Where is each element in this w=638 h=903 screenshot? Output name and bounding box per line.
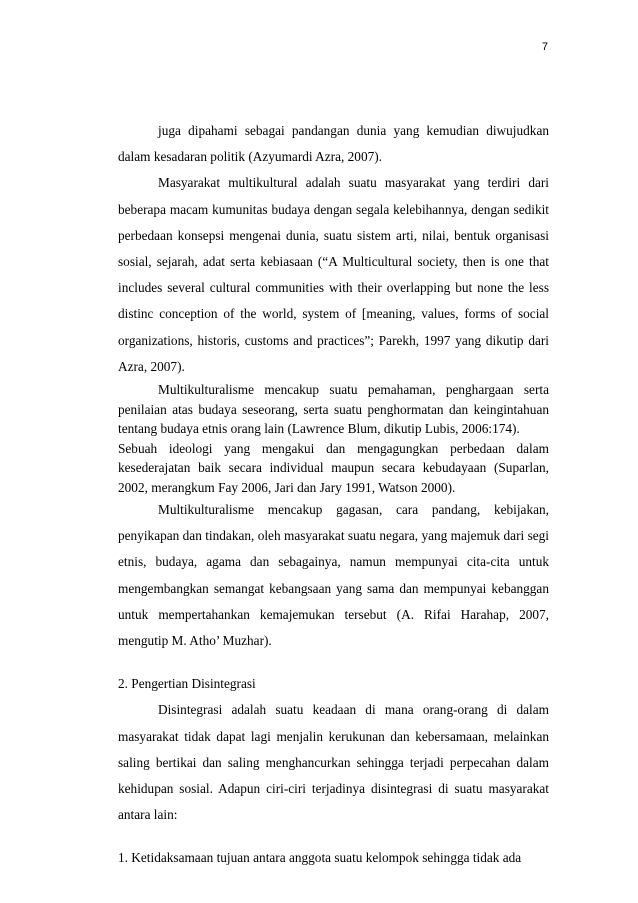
page-number: 7: [541, 41, 548, 53]
paragraph-continuation: juga dipahami sebagai pandangan dunia yang kemudian diwujudkan dalam kesadaran politik (Azyumardi Azra, 2007).: [118, 123, 549, 165]
paragraph-disintegration-definition: Disintegrasi adalah suatu keadaan di mana orang-orang di dalam masyarakat tidak dapat lagi menjalin kerukunan dan kebersamaan, melainkan saling bertikai dan saling menghancurkan sehingga terjadi perpecahan dalam kehidupan sosial. Adapun ciri-ciri terjadinya disintegrasi di suatu masyarakat antara lain:: [118, 702, 549, 823]
section-heading: 2. Pengertian Disintegrasi: [118, 676, 256, 692]
document-body: [118, 118, 549, 872]
list-item: 1. Ketidaksamaan tujuan antara anggota suatu kelompok sehingga tidak ada: [118, 850, 522, 866]
paragraph-multiculturalism-scope: Multikulturalisme mencakup gagasan, cara pandang, kebijakan, penyikapan dan tindakan, oleh masyarakat suatu negara, yang majemuk dari segi etnis, budaya, agama dan sebagainya, namun mempunyai cita-cita untuk mengembangkan semangat kebangsaan yang sama dan mempunyai kebanggan untuk mempertahankan kemajemukan tersebut (A. Rifai Harahap, 2007, mengutip M. Atho’ Muzhar).: [118, 502, 549, 649]
paragraph-multicultural-society: Masyarakat multikultural adalah suatu masyarakat yang terdiri dari beberapa macam kumunitas budaya dengan segala kelebihannya, dengan sedikit perbedaan konsepsi mengenai dunia, suatu sistem arti, nilai, bentuk organisasi sosial, sejarah, adat serta kebiasaan (“A Multicultural society, then is one that includes several cultural communities with their overlapping but none the less distinc conception of the world, system of [meaning, values, forms of social organizations, historis, customs and practices”; Parekh, 1997 yang dikutip dari Azra, 2007).: [118, 175, 549, 374]
paragraph-ideology-definition: Sebuah ideologi yang mengakui dan mengagungkan perbedaan dalam kesederajatan baik secara individual maupun secara kebudayaan (Suparlan, 2002, merangkum Fay 2006, Jari dan Jary 1991, Watson 2000).: [118, 440, 549, 495]
paragraph-multiculturalism-definition: Multikulturalisme mencakup suatu pemahaman, penghargaan serta penilaian atas budaya seseorang, serta suatu penghormatan dan keingintahuan tentang budaya etnis orang lain (Lawrence Blum, dikutip Lubis, 2006:174).: [118, 382, 549, 437]
